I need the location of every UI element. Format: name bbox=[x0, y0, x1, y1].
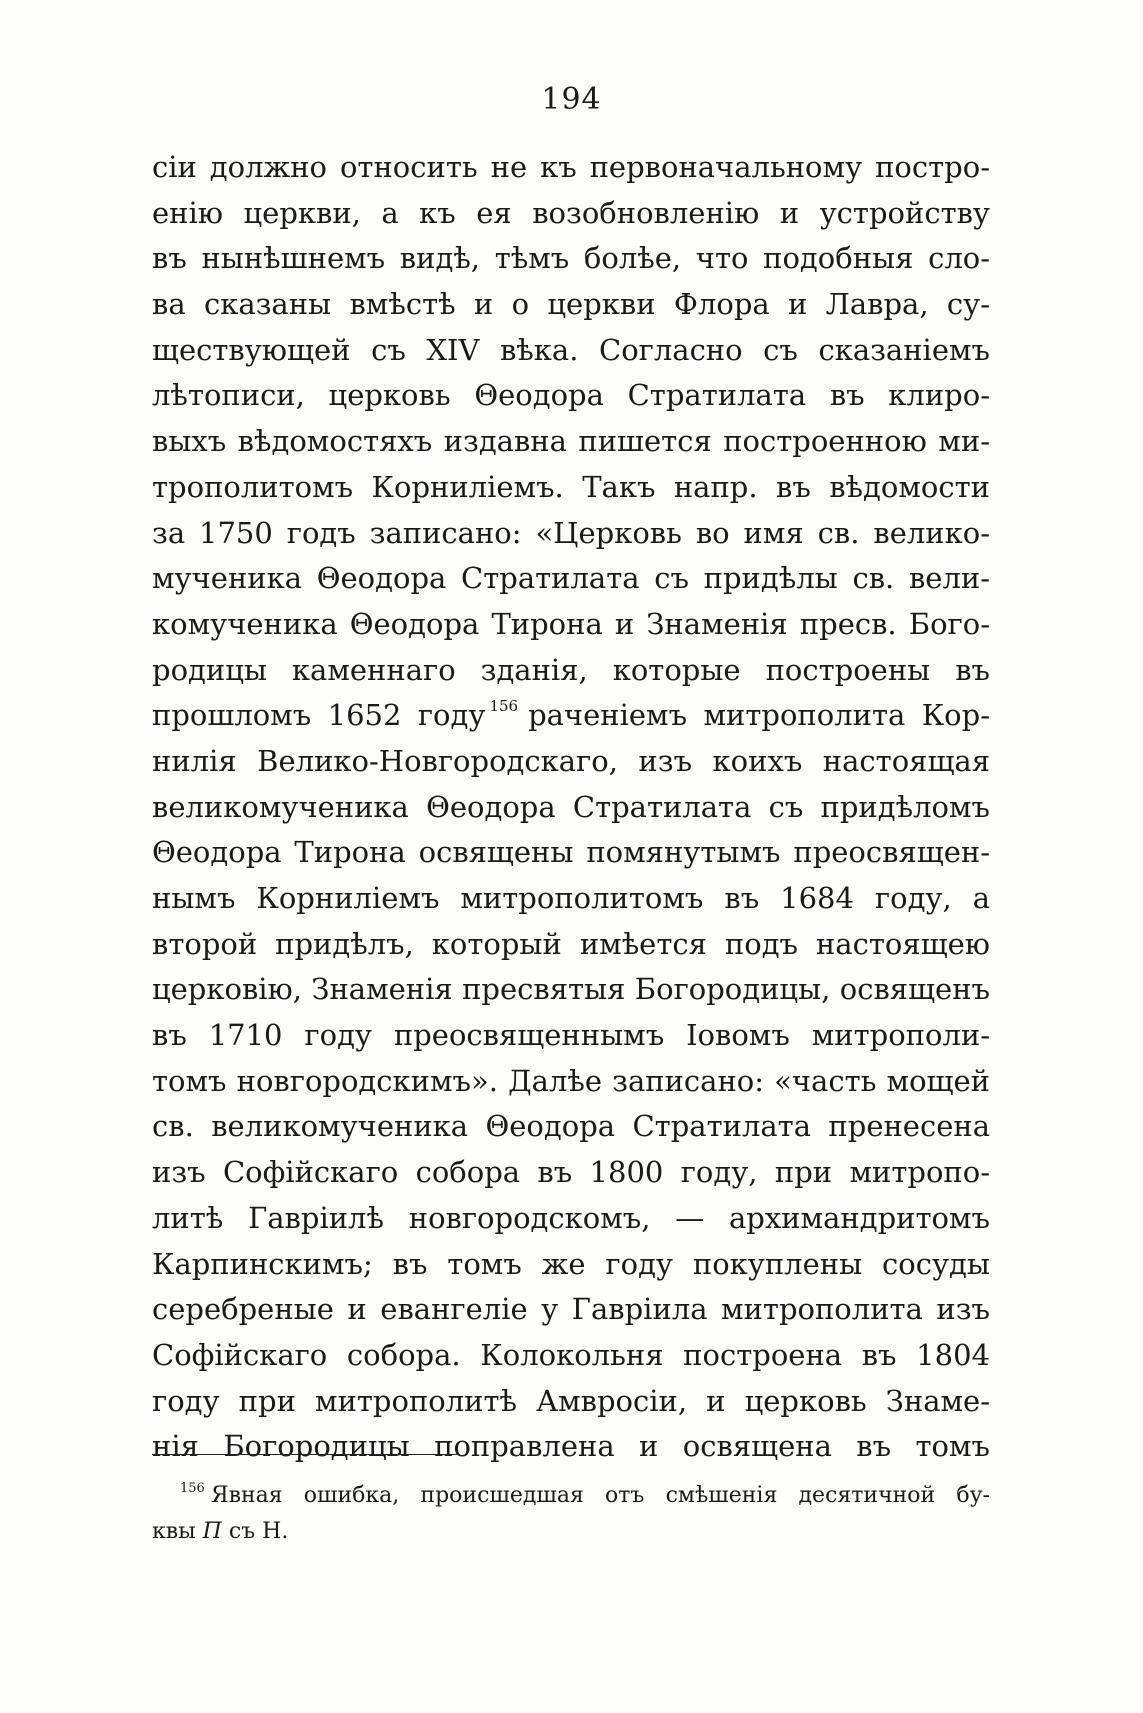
text-line: церковію, Знаменія пресвятыя Богородицы, освященъ bbox=[152, 972, 990, 1007]
footnote-divider bbox=[152, 1454, 460, 1455]
text-line: томъ новгородскимъ». Далѣе записано: «часть мощей bbox=[152, 1063, 990, 1098]
text-line: году при митрополитѣ Амвросіи, и церковь Знаме- bbox=[152, 1383, 990, 1418]
text-line: выхъ вѣдомостяхъ издавна пишется построенною ми- bbox=[152, 424, 990, 459]
text-line: ва сказаны вмѣстѣ и о церкви Флора и Лавра, су- bbox=[152, 287, 990, 322]
footnote bbox=[152, 1478, 990, 1550]
body-text bbox=[152, 145, 990, 1470]
text-line: литѣ Гавріилѣ новгородскомъ, — архимандритомъ bbox=[152, 1200, 990, 1235]
text-line: нія Богородицы поправлена и освящена въ томъ bbox=[152, 1429, 990, 1464]
text-line: за 1750 годъ записано: «Церковь во имя св. велико- bbox=[152, 515, 990, 550]
text-line: серебреные и евангеліе у Гавріила митрополита изъ bbox=[152, 1292, 990, 1327]
text-line: мученика Θеодора Стратилата съ придѣлы св. вели- bbox=[152, 561, 990, 596]
text-line: св. великомученика Θеодора Стратилата пренесена bbox=[152, 1109, 990, 1144]
text-segment: раченіемъ митрополита Кор- bbox=[528, 698, 990, 733]
footnote-reference[interactable]: 156 bbox=[489, 697, 519, 716]
page-number: 194 bbox=[541, 82, 602, 117]
text-segment: прошломъ 1652 году bbox=[152, 698, 486, 733]
footnote-text: съ Н. bbox=[221, 1519, 289, 1544]
text-line: въ 1710 году преосвященнымъ Іовомъ митрополи- bbox=[152, 1018, 990, 1053]
text-line: нилія Велико-Новгородскаго, изъ коихъ настоящая bbox=[152, 743, 990, 778]
footnote-italic-letter: П bbox=[202, 1519, 222, 1544]
text-line: сіи должно относить не къ первоначальному постро- bbox=[152, 150, 990, 184]
text-line: енію церкви, а къ ея возобновленію и устройству bbox=[152, 195, 990, 230]
text-line-with-footnote-ref bbox=[152, 693, 990, 739]
text-line: Софійскаго собора. Колокольня построена въ 1804 bbox=[152, 1337, 990, 1372]
text-line: родицы каменнаго зданія, которые построены въ bbox=[152, 652, 990, 687]
text-line: трополитомъ Корниліемъ. Такъ напр. въ вѣдомости bbox=[152, 469, 990, 504]
text-line: въ нынѣшнемъ видѣ, тѣмъ болѣе, что подобныя сло- bbox=[152, 241, 990, 276]
text-line: нымъ Корниліемъ митрополитомъ въ 1684 году, а bbox=[152, 881, 990, 915]
text-line: великомученика Θеодора Стратилата съ придѣломъ bbox=[152, 789, 990, 824]
text-line: комученика Θеодора Тирона и Знаменія пресв. Бого- bbox=[152, 606, 990, 641]
text-line: Карпинскимъ; въ томъ же году покуплены сосуды bbox=[152, 1246, 990, 1281]
text-line: лѣтописи, церковь Θеодора Стратилата въ клиро- bbox=[152, 378, 990, 413]
text-line: ществующей съ XIV вѣка. Согласно съ сказаніемъ bbox=[152, 332, 990, 367]
text-line: Θеодора Тирона освящены помянутымъ преосвящен- bbox=[152, 835, 990, 870]
footnote-marker: 156 bbox=[180, 1481, 205, 1496]
footnote-line bbox=[152, 1514, 990, 1550]
footnote-text: квы bbox=[152, 1519, 203, 1544]
footnote-text: Явная ошибка, происшедшая отъ смѣшенія десятичной бу- bbox=[210, 1483, 990, 1508]
text-line: второй придѣлъ, который имѣется подъ настоящею bbox=[152, 926, 990, 961]
text-line: изъ Софійскаго собора въ 1800 году, при митропо- bbox=[152, 1155, 990, 1190]
footnote-line bbox=[152, 1478, 990, 1514]
